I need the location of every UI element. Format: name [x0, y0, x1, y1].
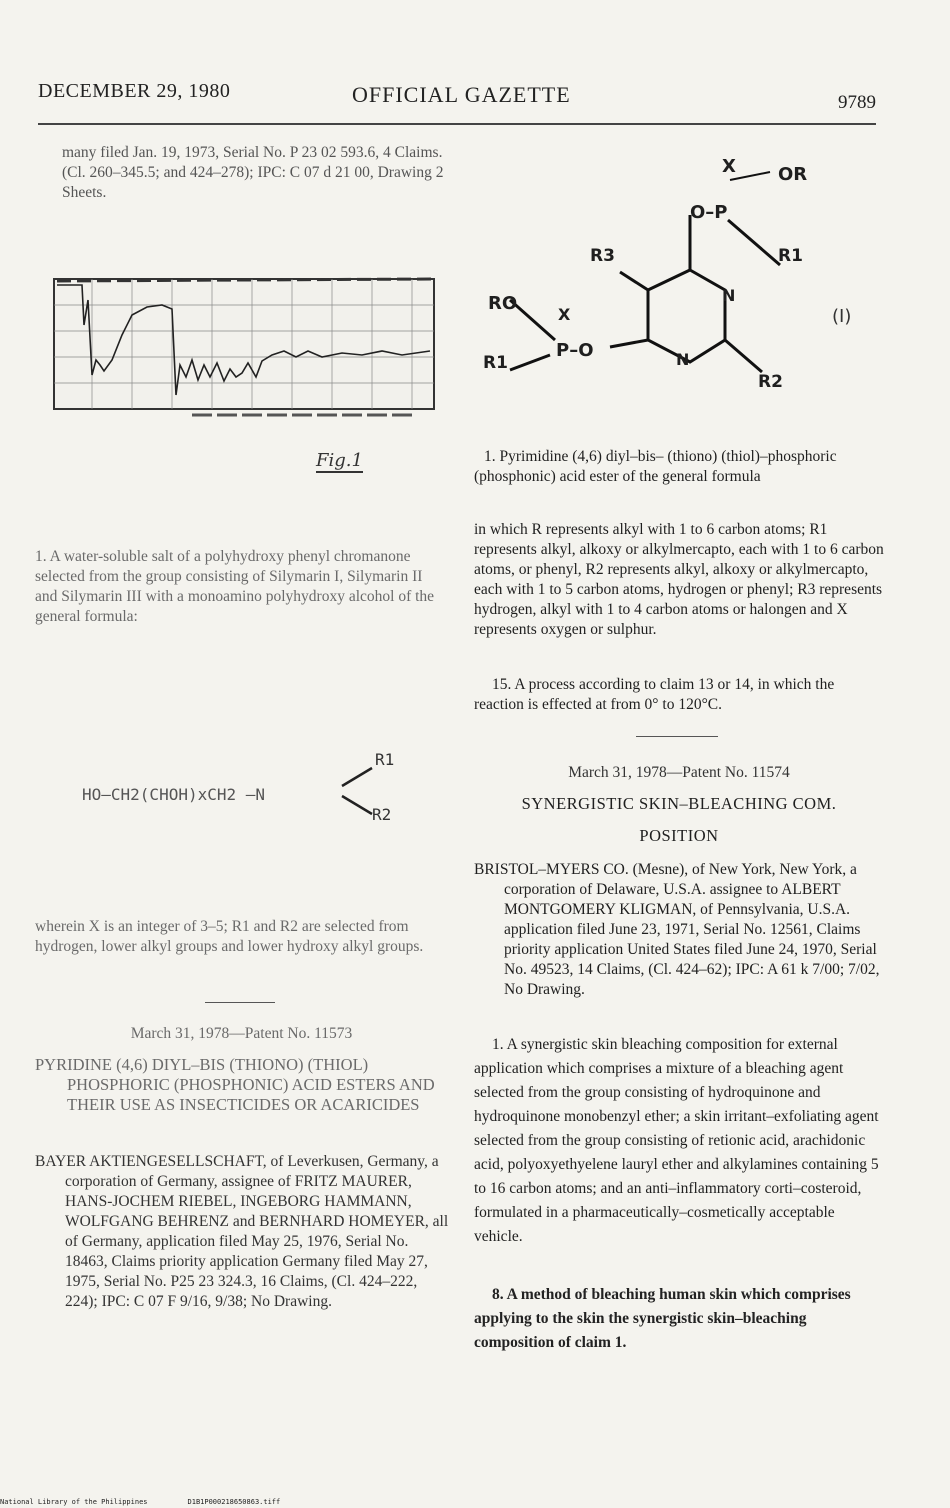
struct-r1-left: R1	[483, 353, 508, 373]
patent-11574-assignee: BRISTOL–MYERS CO. (Mesne), of New York, New York, a corporation of Delaware, U.S.A. assignee to ALBERT MONTGOMERY KLIGMAN, of Pennsylvania, U.S.A. application filed June 23, 1971, Serial No. 12561, Claims priority application United States filed June 24, 1970, Serial No. 49523, 14 Claims, (Cl. 424–62); IPC: A 61 k 7/00; 7/02, No Drawing.	[474, 861, 880, 998]
footer-file: D1B1P000218650863.tiff	[187, 1498, 281, 1506]
footer	[0, 1498, 320, 1506]
struct-p-o: P–O	[556, 340, 594, 361]
header-title: OFFICIAL GAZETTE	[352, 82, 571, 107]
pyrimidine-structure	[480, 150, 900, 410]
patent-11574-title-line1: SYNERGISTIC SKIN–BLEACHING COM.	[521, 794, 837, 813]
struct-ring-n: N	[722, 286, 736, 305]
struct-x-top: X	[722, 156, 736, 177]
struct-r2: R2	[758, 372, 783, 392]
header-page-number: 9789	[838, 92, 876, 113]
patent-11573-title: PYRIDINE (4,6) DIYL–BIS (THIONO) (THIOL) PHOSPHORIC (PHOSPHONIC) ACID ESTERS AND THEIR USE AS INSECTICIDES OR ACARICIDES	[35, 1055, 435, 1114]
pyrimidine-definitions: in which R represents alkyl with 1 to 6 carbon atoms; R1 represents alkyl, alkoxy or alkylmercapto, each with 1 to 6 carbon atoms, or phenyl, R2 represents alkyl, alkoxy or alkylmercapto, each with 1 to 5 carbon atoms, hydrogen or phenyl; R3 represents hydrogen, alkyl with 1 to 4 carbon atoms or halongen and X represents oxygen or sulphur.	[474, 521, 884, 638]
header-rule	[38, 123, 876, 125]
formula-number-label: (I)	[832, 306, 852, 327]
patent-11574-title-line2: POSITION	[639, 826, 719, 845]
amine-r1-label: R1	[375, 750, 395, 769]
patent-11573-assignee: BAYER AKTIENGESELLSCHAFT, of Leverkusen, Germany, a corporation of Germany, assignee of FRITZ MAURER, HANS-JOCHEM RIEBEL, INGEBORG HAMMANN, WOLFGANG BEHRENZ and BERNHARD HOMEYER, all of Germany, application filed May 25, 1976, Serial No. 18463, Claims priority application Germany filed May 27, 1975, Serial No. P25 23 324.3, 16 Claims, (Cl. 424–222, 224); IPC: C 07 F 9/16, 9/38; No Drawing.	[35, 1153, 449, 1310]
pyrimidine-claim-15: 15. A process according to claim 13 or 14, in which the reaction is effected at from 0° to 120°C.	[474, 676, 835, 713]
amine-formula: HO–CH2(CHOH)xCH2 –N	[82, 785, 266, 804]
wherein-text: wherein X is an integer of 3–5; R1 and R2 are selected from hydrogen, lower alkyl groups and lower hydroxy alkyl groups.	[35, 918, 424, 955]
separator-rule	[205, 1002, 275, 1003]
separator-rule-right	[636, 736, 718, 737]
struct-ro: RO	[488, 293, 518, 314]
skin-bleaching-claim-8: 8. A method of bleaching human skin which comprises applying to the skin the synergistic skin–bleaching composition of claim 1.	[474, 1286, 851, 1351]
claim-silymarin: 1. A water-soluble salt of a polyhydroxy phenyl chromanone selected from the group consisting of Silymarin I, Silymarin II and Silymarin III with a monoamino polyhydroxy alcohol of the general formula:	[35, 548, 435, 625]
struct-o-p-top: O–P	[690, 202, 728, 223]
header-date: DECEMBER 29, 1980	[38, 80, 231, 102]
footer-library: National Library of the Philippines	[0, 1498, 148, 1506]
struct-r1-top: R1	[778, 246, 803, 266]
pyrimidine-claim-1: 1. Pyrimidine (4,6) diyl–bis– (thiono) (thiol)–phosphoric (phosphonic) acid ester of the general formula	[474, 448, 837, 485]
amine-r2-label: R2	[372, 805, 392, 824]
struct-ring-n-bottom: N	[676, 350, 690, 369]
struct-or-top: OR	[778, 164, 808, 185]
patent-11574-date: March 31, 1978—Patent No. 11574	[568, 764, 790, 781]
ir-spectrum-figure	[52, 265, 437, 430]
skin-bleaching-claim-1: 1. A synergistic skin bleaching composition for external application which comprises a mixture of a bleaching agent selected from the group consisting of hydroquinone and hydroquinone monobenzyl ether; a skin irritant–exfoliating agent selected from the group consisting of retionic acid, arachidonic acid, polyoxyethyelene lauryl ether and alkylamines containing 5 to 16 carbon atoms; and an anti–inflammatory corti–costeroid, formulated in a pharmaceutically–cosmetically acceptable vehicle.	[474, 1036, 879, 1245]
figure-caption: Fig.1	[316, 450, 363, 471]
struct-x-left: X	[558, 305, 571, 324]
previous-patent-tail: many filed Jan. 19, 1973, Serial No. P 23 02 593.6, 4 Claims. (Cl. 260–345.5; and 424–278); IPC: C 07 d 21 00, Drawing 2 Sheets.	[62, 144, 444, 201]
patent-11573-date: March 31, 1978—Patent No. 11573	[130, 1025, 353, 1042]
struct-r3: R3	[590, 246, 615, 266]
